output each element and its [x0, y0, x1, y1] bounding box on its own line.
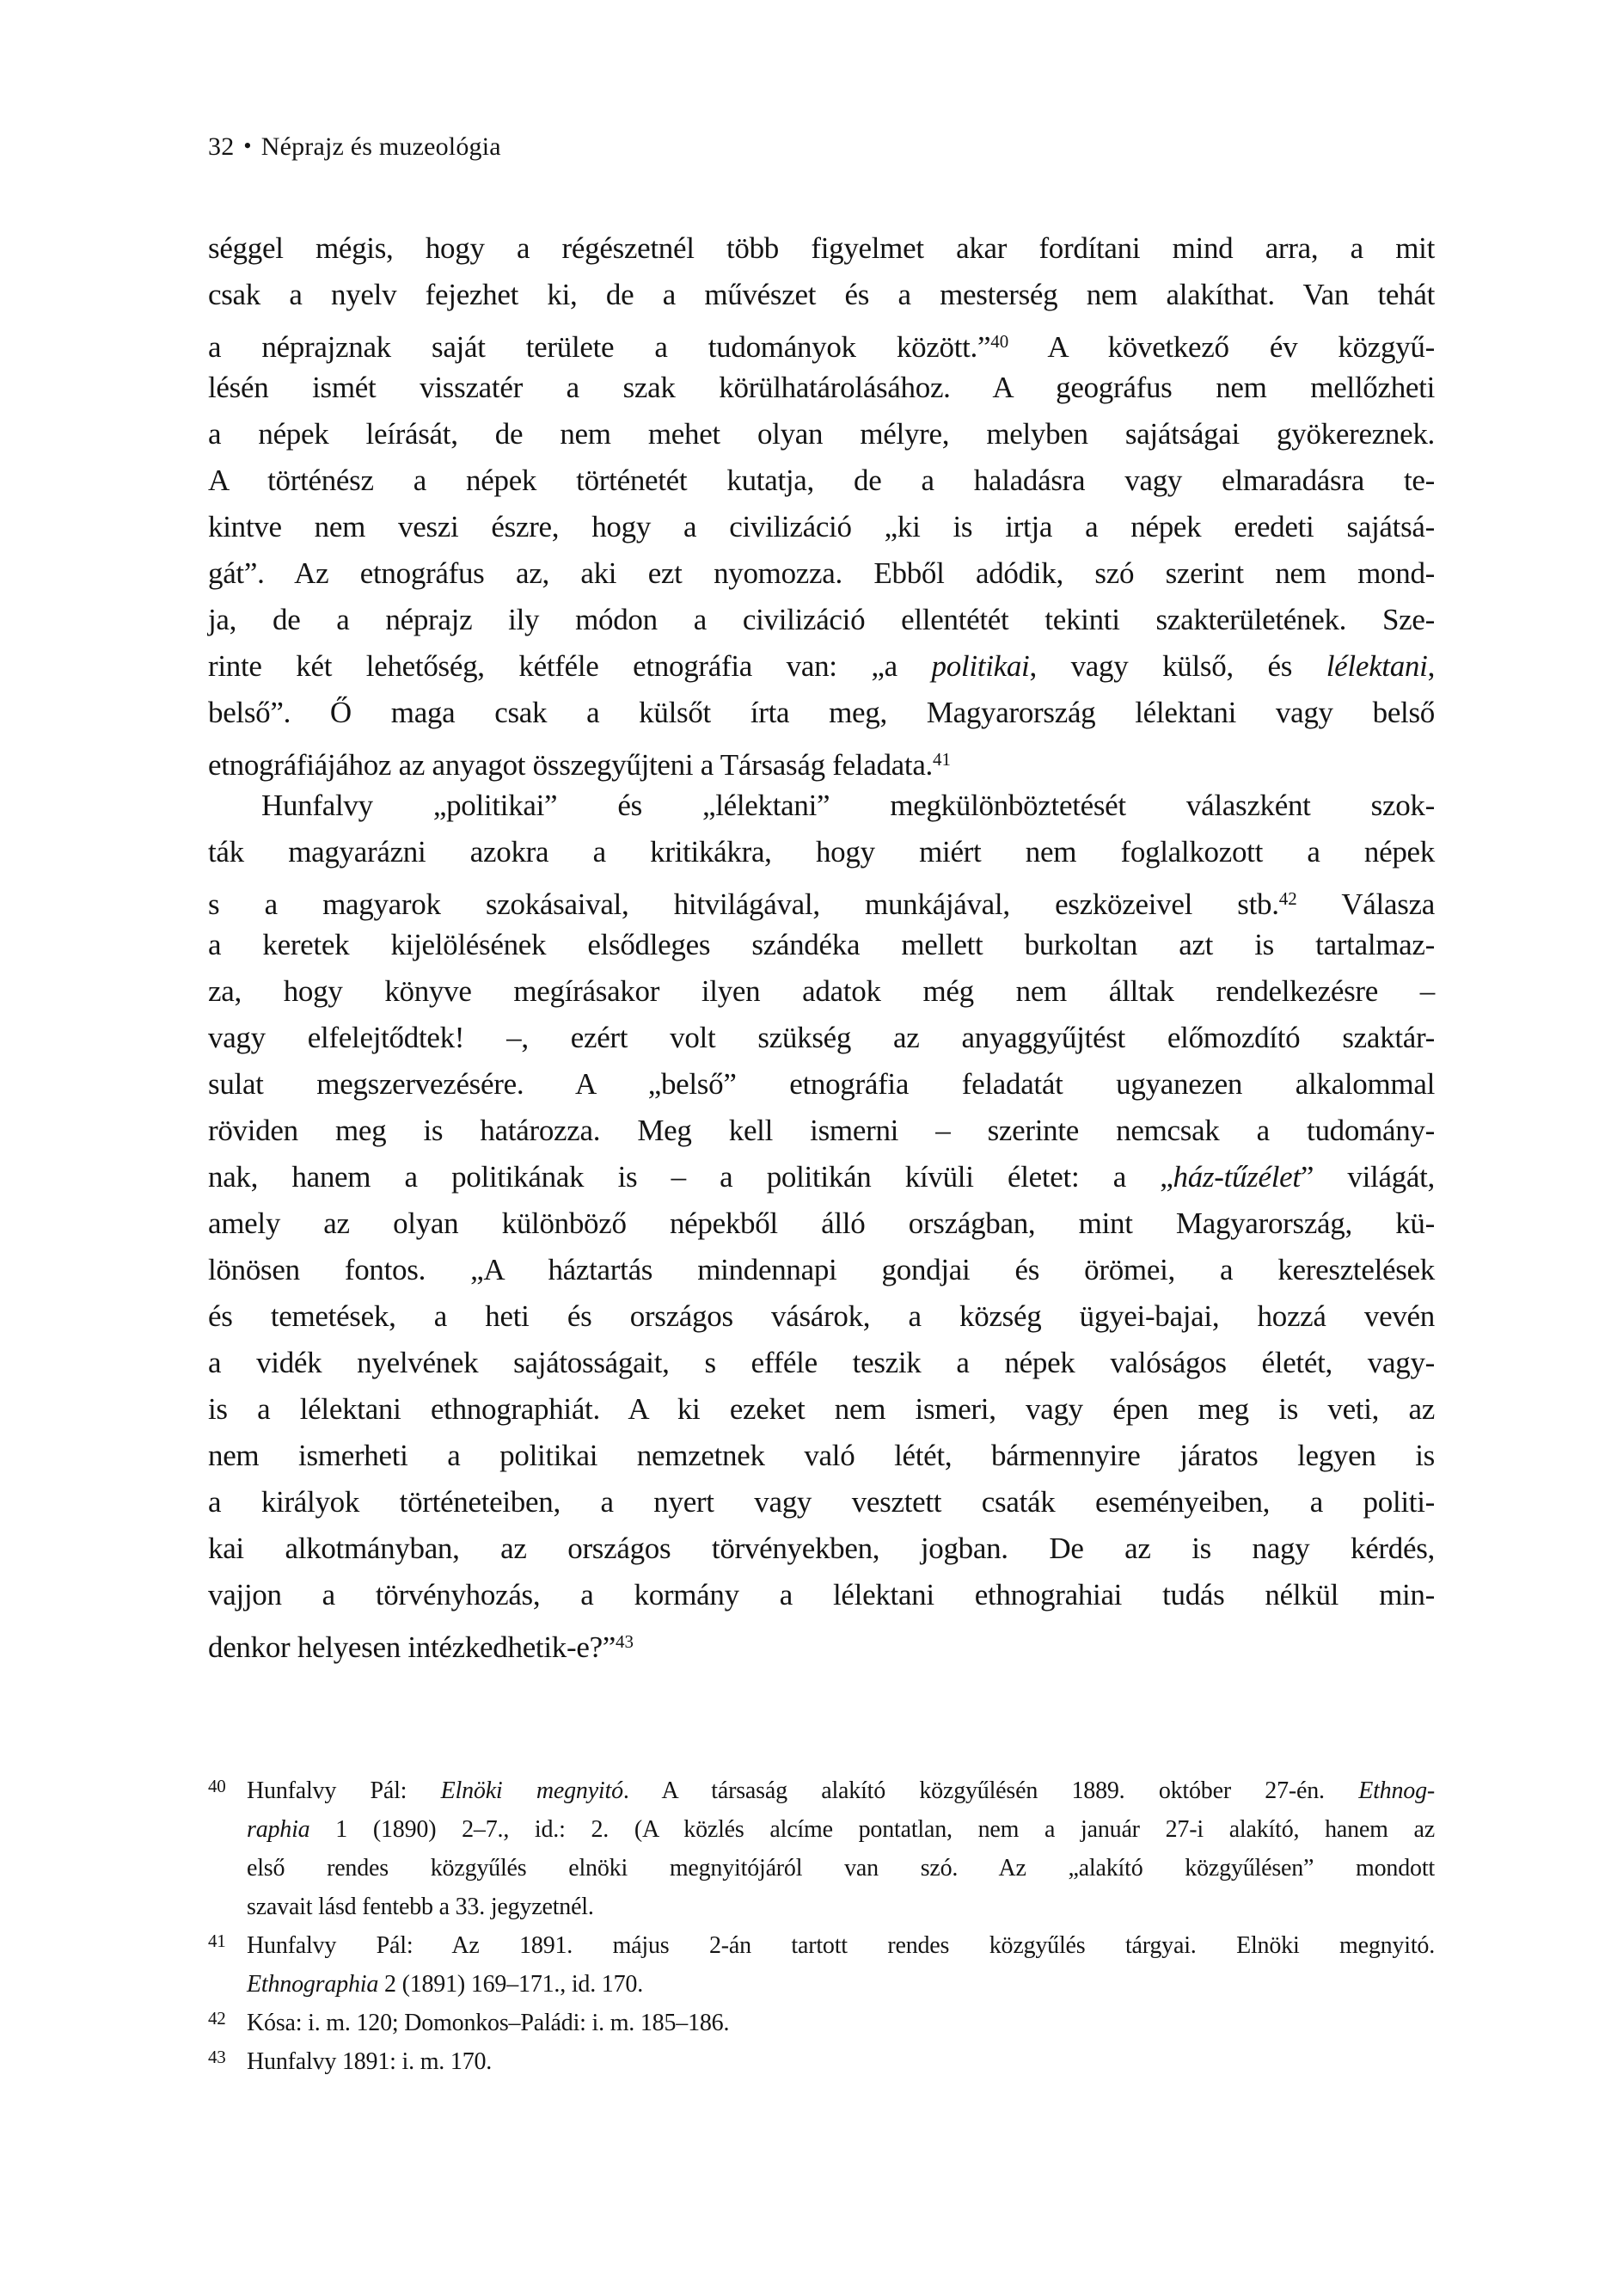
- body-line: [208, 318, 1435, 365]
- footnote: [208, 2004, 1435, 2042]
- body-line: [208, 922, 1435, 968]
- text-segment: Hunfalvy „politikai” és „lélektani” megkülönböztetését válaszként szok-: [261, 789, 1435, 822]
- text-segment: nak, hanem a politikának is – a politikán kívüli életet: a „: [208, 1160, 1173, 1194]
- body-line: [208, 1386, 1435, 1433]
- text-segment: a keretek kijelölésének elsődleges szándéka mellett burkoltan azt is tartalmaz-: [208, 928, 1435, 961]
- text-segment: , vagy külső, és: [1029, 649, 1326, 683]
- body-line: [208, 457, 1435, 504]
- text-segment: Hunfalvy Pál: Az 1891. május 2-án tartott rendes közgyűlés tárgyai. Elnöki megnyitó.: [247, 1932, 1435, 1959]
- body-line: [208, 690, 1435, 736]
- body-line: [208, 643, 1435, 690]
- footnote-line: [247, 2042, 1435, 2081]
- text-segment: a királyok történeteiben, a nyert vagy vesztett csaták eseményeiben, a politi-: [208, 1485, 1435, 1519]
- body-line: [208, 1433, 1435, 1479]
- body-line: [208, 1293, 1435, 1340]
- body-line: [208, 1015, 1435, 1061]
- footnote: [208, 2042, 1435, 2081]
- text-segment: za, hogy könyve megírásakor ilyen adatok még nem álltak rendelkezésre –: [208, 974, 1435, 1008]
- text-segment: első rendes közgyűlés elnöki megnyitójáról van szó. Az „alakító közgyűlésen” mondott: [247, 1855, 1435, 1882]
- footnote-line: [247, 1888, 1435, 1926]
- text-segment: nem ismerheti a politikai nemzetnek való létét, bármennyire járatos legyen is: [208, 1439, 1435, 1472]
- body-line: [208, 225, 1435, 272]
- body-line: [208, 597, 1435, 643]
- italic-text: Ethnog-: [1358, 1777, 1436, 1804]
- body-line: [208, 1340, 1435, 1386]
- text-segment: is a lélektani ethnographiát. A ki ezeket nem ismeri, vagy épen meg is veti, az: [208, 1392, 1435, 1426]
- running-title: Néprajz és muzeológia: [260, 132, 501, 161]
- footnote-line: [247, 2004, 1435, 2042]
- italic-text: politikai: [931, 649, 1030, 683]
- footnote-body: [247, 2042, 1435, 2081]
- footnote-line: [247, 1810, 1435, 1849]
- text-segment: gát”. Az etnográfus az, aki ezt nyomozza. Ebből adódik, szó szerint nem mond-: [208, 556, 1435, 590]
- text-segment: a vidék nyelvének sajátosságait, s efféle teszik a népek valóságos életét, vagy-: [208, 1346, 1435, 1379]
- text-segment: vajjon a törvényhozás, a kormány a lélektani ethnograhiai tudás nélkül min-: [208, 1578, 1435, 1611]
- text-segment: ták magyarázni azokra a kritikákra, hogy miért nem foglalkozott a népek: [208, 835, 1435, 869]
- body-line: [208, 1526, 1435, 1572]
- italic-text: Ethnographia: [247, 1971, 379, 1998]
- text-segment: rinte két lehetőség, kétféle etnográfia van: „a: [208, 649, 932, 683]
- body-line: [208, 875, 1435, 922]
- body-line: [208, 504, 1435, 550]
- body-line: [208, 736, 1435, 783]
- footnote: [208, 1926, 1435, 2004]
- body-line: [208, 365, 1435, 411]
- text-segment: Kósa: i. m. 120; Domonkos–Paládi: i. m. 185–186.: [247, 2010, 730, 2036]
- footnote-reference: 40: [990, 331, 1009, 352]
- body-line: [208, 1247, 1435, 1293]
- body-line: [208, 1108, 1435, 1154]
- footnotes: [208, 1771, 1435, 2081]
- italic-text: ház-tűzélet: [1173, 1160, 1301, 1194]
- text-segment: Válasza: [1296, 887, 1435, 921]
- text-segment: séggel mégis, hogy a régészetnél több figyelmet akar fordítani mind arra, a mit: [208, 231, 1435, 265]
- text-segment: csak a nyelv fejezhet ki, de a művészet és a mesterség nem alakíthat. Van tehát: [208, 278, 1435, 311]
- body-line: [208, 1200, 1435, 1247]
- text-segment: 2 (1891) 169–171., id. 170.: [378, 1971, 643, 1998]
- text-segment: . A társaság alakító közgyűlésén 1889. október 27-én.: [622, 1777, 1359, 1804]
- footnote-line: [247, 1849, 1435, 1888]
- text-segment: a néprajznak saját területe a tudományok között.”: [208, 329, 991, 364]
- body-text: [208, 225, 1435, 1665]
- footnote-reference: 41: [933, 749, 952, 770]
- footnote-body: [247, 1926, 1435, 2004]
- footnote-number: 40: [208, 1776, 226, 1796]
- text-segment: A következő év közgyű-: [1008, 329, 1435, 364]
- body-line: [208, 1572, 1435, 1618]
- text-segment: lönösen fontos. „A háztartás mindennapi gondjai és örömei, a keresztelések: [208, 1253, 1435, 1286]
- text-segment: kintve nem veszi észre, hogy a civilizáció „ki is irtja a népek eredeti sajátsá-: [208, 510, 1435, 543]
- footnote-number: 42: [208, 2008, 226, 2029]
- body-line: [208, 1479, 1435, 1526]
- body-line: [208, 968, 1435, 1015]
- text-segment: amely az olyan különböző népekből álló országban, mint Magyarország, kü-: [208, 1206, 1435, 1240]
- text-segment: etnográfiájához az anyagot összegyűjteni a Társaság feladata.: [208, 747, 934, 782]
- text-segment: és temetések, a heti és országos vásárok, a község ügyei-bajai, hozzá vevén: [208, 1299, 1435, 1333]
- body-line: [208, 783, 1435, 829]
- text-segment: ” világát,: [1300, 1160, 1435, 1194]
- page-number: 32: [208, 132, 235, 161]
- footnote-line: [247, 1965, 1435, 2004]
- body-line: [208, 272, 1435, 318]
- body-line: [208, 1618, 1435, 1665]
- italic-text: lélektani: [1326, 649, 1428, 683]
- italic-text: Elnöki megnyitó: [440, 1777, 623, 1804]
- body-line: [208, 829, 1435, 875]
- footnote-body: [247, 2004, 1435, 2042]
- italic-text: raphia: [247, 1816, 310, 1843]
- text-segment: Hunfalvy 1891: i. m. 170.: [247, 2048, 493, 2075]
- footnote-number: 41: [208, 1931, 226, 1951]
- text-segment: röviden meg is határozza. Meg kell ismerni – szerinte nemcsak a tudomány-: [208, 1114, 1435, 1147]
- footnote: [208, 1771, 1435, 1926]
- footnote-reference: 42: [1278, 888, 1297, 909]
- footnote-body: [247, 1771, 1435, 1926]
- footnote-number: 43: [208, 2047, 226, 2067]
- body-line: [208, 1061, 1435, 1108]
- text-segment: ,: [1427, 649, 1436, 683]
- text-segment: denkor helyesen intézkedhetik-e?”: [208, 1630, 616, 1664]
- body-line: [208, 550, 1435, 597]
- text-segment: A történész a népek történetét kutatja, de a haladásra vagy elmaradásra te-: [208, 463, 1435, 497]
- text-segment: Hunfalvy Pál:: [247, 1777, 441, 1804]
- text-segment: belső”. Ő maga csak a külsőt írta meg, Magyarország lélektani vagy belső: [208, 696, 1435, 729]
- text-segment: lésén ismét visszatér a szak körülhatárolásához. A geográfus nem mellőzheti: [208, 371, 1435, 404]
- text-segment: 1 (1890) 2–7., id.: 2. (A közlés alcíme pontatlan, nem a január 27-i alakító, hanem az: [309, 1816, 1435, 1843]
- text-segment: sulat megszervezésére. A „belső” etnográfia feladatát ugyanezen alkalommal: [208, 1067, 1435, 1101]
- footnote-reference: 43: [616, 1631, 634, 1652]
- footnote-line: [247, 1926, 1435, 1965]
- footnote-line: [247, 1771, 1435, 1810]
- text-segment: kai alkotmányban, az országos törvényekben, jogban. De az is nagy kérdés,: [208, 1532, 1435, 1565]
- text-segment: a népek leírását, de nem mehet olyan mélyre, melyben sajátságai gyökereznek.: [208, 417, 1435, 451]
- bullet-separator: •: [243, 133, 252, 158]
- body-line: [208, 411, 1435, 457]
- body-line: [208, 1154, 1435, 1200]
- text-segment: ja, de a néprajz ily módon a civilizáció ellentétét tekinti szakterületének. Sze-: [208, 603, 1435, 636]
- text-segment: szavait lásd fentebb a 33. jegyzetnél.: [247, 1894, 594, 1920]
- text-segment: s a magyarok szokásaival, hitvilágával, munkájával, eszközeivel stb.: [208, 887, 1279, 921]
- text-segment: vagy elfelejtődtek! –, ezért volt szükség az anyaggyűjtést előmozdító szaktár-: [208, 1021, 1435, 1054]
- running-header: [208, 132, 501, 163]
